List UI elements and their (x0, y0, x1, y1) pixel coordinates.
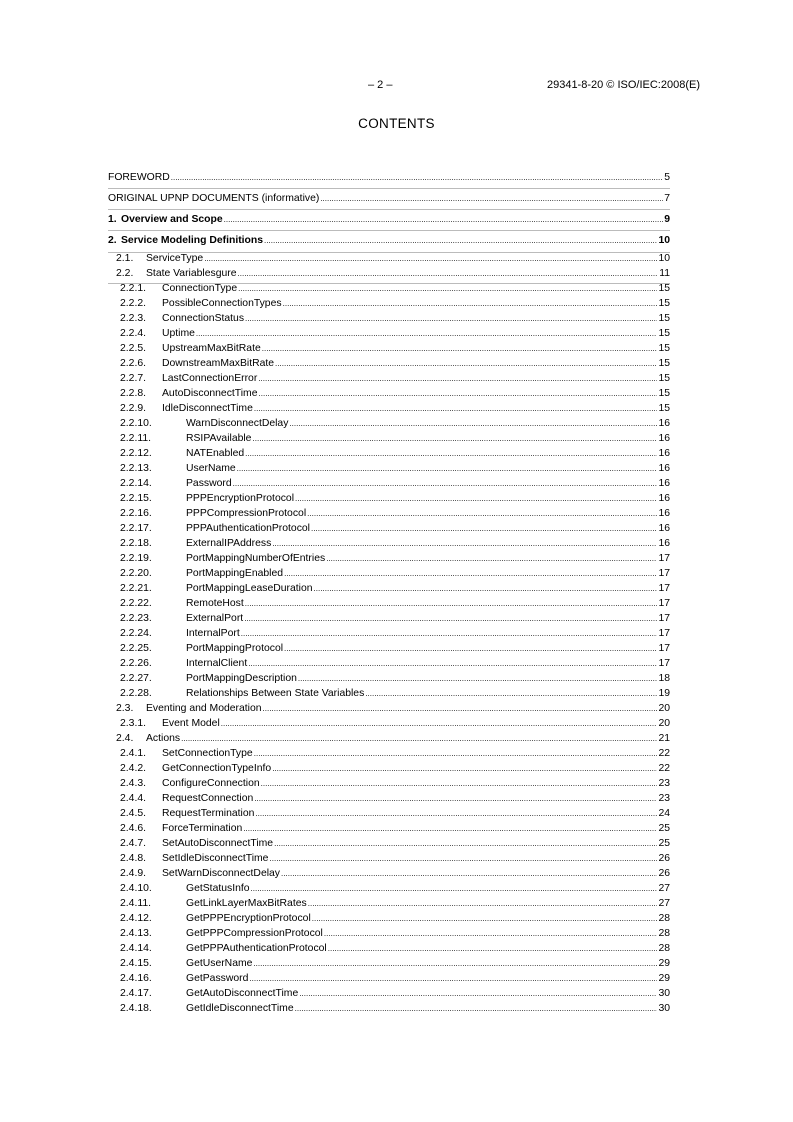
toc-entry-title: PortMappingDescription (186, 673, 297, 684)
toc-entry-page: 30 (658, 988, 670, 999)
toc-entry[interactable] (108, 851, 670, 866)
dot-leader (272, 536, 657, 551)
dot-leader (251, 881, 658, 896)
toc-entry-number: 2.2.6. (120, 358, 146, 369)
toc-entry-number: 2.2.26. (120, 658, 152, 669)
toc-separator (108, 188, 670, 189)
toc-entry[interactable] (108, 866, 670, 881)
toc-entry-title: GetUserName (186, 958, 253, 969)
toc-entry[interactable] (108, 881, 670, 896)
toc-entry-title: GetPassword (186, 973, 249, 984)
toc-entry-number: 2.2.9. (120, 403, 146, 414)
dot-leader (311, 521, 657, 536)
dot-leader (245, 446, 657, 461)
toc-entry-number: 2.2.2. (120, 298, 146, 309)
toc-separator (108, 252, 670, 253)
toc-entry[interactable] (108, 446, 670, 461)
toc-entry-page: 30 (658, 1003, 670, 1014)
toc-entry-title: PortMappingProtocol (186, 643, 284, 654)
toc-entry[interactable] (108, 461, 670, 476)
toc-entry-page: 16 (658, 478, 670, 489)
toc-entry-page: 17 (658, 598, 670, 609)
dot-leader (254, 791, 657, 806)
toc-entry-page: 17 (658, 643, 670, 654)
dot-leader (261, 776, 658, 791)
dot-leader (308, 896, 658, 911)
toc-entry-page: 16 (658, 418, 670, 429)
toc-entry[interactable] (108, 671, 670, 686)
toc-entry-page: 17 (658, 553, 670, 564)
toc-entry-number: 2.4.4. (120, 793, 146, 804)
toc-entry-title: PortMappingEnabled (186, 568, 284, 579)
dot-leader (262, 341, 658, 356)
toc-entry-title: IdleDisconnectTime (162, 403, 253, 414)
toc-entry[interactable] (108, 386, 670, 401)
toc-entry-number: 2.2.18. (120, 538, 152, 549)
toc-entry-page: 17 (658, 658, 670, 669)
toc-entry-title: WarnDisconnectDelay (186, 418, 289, 429)
toc-entry-page: 26 (658, 868, 670, 879)
toc-entry-number: 2.4. (116, 733, 134, 744)
toc-entry-number: 2.2.15. (120, 493, 152, 504)
toc-entry-page: 28 (658, 928, 670, 939)
toc-entry-page: 15 (658, 388, 670, 399)
toc-entry[interactable] (108, 641, 670, 656)
toc-entry-title: InternalClient (186, 658, 248, 669)
toc-entry[interactable] (108, 401, 670, 416)
toc-entry[interactable] (108, 356, 670, 371)
toc-entry-number: 2.3. (116, 703, 134, 714)
toc-entry-title: PortMappingLeaseDuration (186, 583, 313, 594)
page-number: – 2 – (368, 79, 393, 91)
toc-entry-title: GetAutoDisconnectTime (186, 988, 299, 999)
toc-entry-number: 1. (108, 214, 117, 225)
dot-leader (281, 866, 657, 881)
dot-leader (289, 416, 657, 431)
toc-entry-title: Event Model (162, 718, 220, 729)
toc-entry[interactable] (108, 266, 670, 281)
toc-entry-title: UpstreamMaxBitRate (162, 343, 261, 354)
dot-leader (181, 731, 657, 746)
toc-entry[interactable] (108, 341, 670, 356)
toc-entry-title: Actions (146, 733, 181, 744)
toc-entry-number: 2.4.10. (120, 883, 152, 894)
toc-entry[interactable] (108, 686, 670, 701)
toc-entry[interactable] (108, 311, 670, 326)
toc-entry-page: 23 (658, 778, 670, 789)
dot-leader (295, 491, 657, 506)
dot-leader (365, 686, 657, 701)
toc-entry-title: ConfigureConnection (162, 778, 260, 789)
toc-entry-title: ServiceType (146, 253, 204, 264)
toc-entry[interactable] (108, 836, 670, 851)
toc-entry[interactable] (108, 1001, 670, 1016)
toc-entry-number: 2.2.22. (120, 598, 152, 609)
toc-entry-title: AutoDisconnectTime (162, 388, 258, 399)
toc-entry-title: SetIdleDisconnectTime (162, 853, 269, 864)
toc-entry-number: 2.4.12. (120, 913, 152, 924)
toc-entry[interactable] (108, 326, 670, 341)
dot-leader (275, 356, 657, 371)
toc-entry[interactable] (108, 431, 670, 446)
dot-leader (254, 746, 658, 761)
toc-entry[interactable] (108, 209, 670, 230)
toc-entry-number: 2.2.11. (120, 433, 152, 444)
toc-entry-number: 2.4.5. (120, 808, 146, 819)
toc-entry-page: 15 (658, 328, 670, 339)
toc-entry-page: 19 (658, 688, 670, 699)
toc-entry-page: 21 (658, 733, 670, 744)
toc-entry-title: LastConnectionError (162, 373, 258, 384)
toc-entry[interactable] (108, 761, 670, 776)
toc-entry-title: PPPCompressionProtocol (186, 508, 307, 519)
dot-leader (244, 611, 657, 626)
toc-entry[interactable] (108, 521, 670, 536)
toc-entry[interactable] (108, 491, 670, 506)
toc-entry-title: SetAutoDisconnectTime (162, 838, 274, 849)
toc-entry-number: 2.2.3. (120, 313, 146, 324)
toc-entry-page: 23 (658, 793, 670, 804)
toc-entry-title: DownstreamMaxBitRate (162, 358, 275, 369)
dot-leader (252, 431, 657, 446)
toc-entry-title: GetStatusInfo (186, 883, 250, 894)
toc-entry[interactable] (108, 986, 670, 1001)
toc-entry-number: 2.2.1. (120, 283, 146, 294)
toc-entry-title: PPPEncryptionProtocol (186, 493, 295, 504)
toc-entry-number: 2.2.24. (120, 628, 152, 639)
toc-entry-number: 2.4.9. (120, 868, 146, 879)
toc-entry-title: UserName (186, 463, 236, 474)
toc-entry-number: 2.2.27. (120, 673, 152, 684)
toc-entry-page: 15 (658, 298, 670, 309)
toc-entry-title: FOREWORD (108, 172, 170, 183)
toc-entry-title: InternalPort (186, 628, 240, 639)
toc-entry-title: GetPPPCompressionProtocol (186, 928, 323, 939)
toc-entry-page: 17 (658, 583, 670, 594)
toc-entry-page: 18 (658, 673, 670, 684)
dot-leader (284, 566, 657, 581)
dot-leader (233, 476, 658, 491)
dot-leader (274, 836, 657, 851)
toc-entry-title: RequestConnection (162, 793, 254, 804)
toc-entry-page: 10 (658, 253, 670, 264)
dot-leader (272, 761, 657, 776)
dot-leader (269, 851, 657, 866)
toc-separator (108, 283, 670, 284)
toc-entry-number: 2.4.3. (120, 778, 146, 789)
toc-entry-number: 2.4.17. (120, 988, 152, 999)
toc-entry-page: 16 (658, 523, 670, 534)
toc-entry[interactable] (108, 296, 670, 311)
toc-entry-number: 2.1. (116, 253, 134, 264)
dot-leader (298, 671, 658, 686)
dot-leader (241, 626, 658, 641)
toc-entry-title: PortMappingNumberOfEntries (186, 553, 326, 564)
page-title: CONTENTS (358, 116, 435, 131)
toc-entry-number: 2.4.18. (120, 1003, 152, 1014)
toc-entry[interactable] (108, 821, 670, 836)
toc-entry[interactable] (108, 626, 670, 641)
standard-reference: 29341-8-20 © ISO/IEC:2008(E) (546, 79, 700, 91)
toc-entry-number: 2.2.16. (120, 508, 152, 519)
toc-entry-page: 16 (658, 493, 670, 504)
toc-entry-number: 2.4.14. (120, 943, 152, 954)
toc-entry-number: 2.4.16. (120, 973, 152, 984)
toc-entry[interactable] (108, 731, 670, 746)
dot-leader (264, 230, 657, 251)
dot-leader (312, 911, 658, 926)
toc-entry-title: GetPPPAuthenticationProtocol (186, 943, 327, 954)
toc-entry-page: 29 (658, 958, 670, 969)
toc-entry-number: 2.2.17. (120, 523, 152, 534)
dot-leader (254, 401, 658, 416)
toc-entry-page: 9 (664, 214, 670, 225)
toc-entry-title: GetPPPEncryptionProtocol (186, 913, 311, 924)
toc-entry-page: 15 (658, 373, 670, 384)
toc-entry-number: 2.4.11. (120, 898, 152, 909)
toc-entry-page: 15 (658, 343, 670, 354)
toc-entry-title: Overview and Scope (121, 214, 223, 225)
toc-entry-number: 2.2.8. (120, 388, 146, 399)
toc-separator (108, 209, 670, 210)
toc-entry-page: 16 (658, 508, 670, 519)
dot-leader (299, 986, 657, 1001)
toc-entry-page: 10 (658, 235, 670, 246)
toc-entry-title: Uptime (162, 328, 195, 339)
toc-entry-title: GetLinkLayerMaxBitRates (186, 898, 307, 909)
toc-entry-title: RemoteHost (186, 598, 244, 609)
toc-entry-page: 29 (658, 973, 670, 984)
toc-entry[interactable] (108, 581, 670, 596)
toc-entry-number: 2.4.7. (120, 838, 146, 849)
toc-entry[interactable] (108, 551, 670, 566)
toc-entry-number: 2.4.13. (120, 928, 152, 939)
toc-entry-page: 16 (658, 538, 670, 549)
dot-leader (326, 551, 657, 566)
table-of-contents (108, 167, 670, 1016)
toc-entry-page: 5 (664, 172, 670, 183)
dot-leader (243, 821, 657, 836)
toc-entry-page: 15 (658, 313, 670, 324)
dot-leader (328, 941, 658, 956)
toc-entry-number: 2.2.4. (120, 328, 146, 339)
toc-entry-page: 11 (659, 268, 670, 279)
dot-leader (255, 806, 657, 821)
toc-entry[interactable] (108, 371, 670, 386)
toc-entry-number: 2.4.6. (120, 823, 146, 834)
toc-separator (108, 230, 670, 231)
toc-entry[interactable] (108, 941, 670, 956)
toc-entry-title: GetIdleDisconnectTime (186, 1003, 294, 1014)
toc-entry-title: PossibleConnectionTypes (162, 298, 282, 309)
toc-entry-title: Service Modeling Definitions (121, 235, 264, 246)
toc-entry-title: ORIGINAL UPNP DOCUMENTS (informative) (108, 193, 320, 204)
toc-entry-title: ExternalIPAddress (186, 538, 272, 549)
toc-entry-title: State Variablesgure (146, 268, 237, 279)
dot-leader (258, 386, 657, 401)
dot-leader (258, 371, 657, 386)
toc-entry-title: PPPAuthenticationProtocol (186, 523, 310, 534)
dot-leader (307, 506, 657, 521)
toc-entry[interactable] (108, 251, 670, 266)
dot-leader (221, 716, 658, 731)
dot-leader (249, 971, 657, 986)
toc-entry[interactable] (108, 566, 670, 581)
toc-entry-page: 17 (658, 613, 670, 624)
toc-entry-title: GetConnectionTypeInfo (162, 763, 272, 774)
toc-entry-number: 2.2.5. (120, 343, 146, 354)
toc-entry-number: 2.2.20. (120, 568, 152, 579)
toc-entry-number: 2.2. (116, 268, 134, 279)
toc-entry-page: 28 (658, 943, 670, 954)
toc-entry[interactable] (108, 596, 670, 611)
toc-entry-page: 27 (658, 898, 670, 909)
toc-entry-page: 20 (658, 703, 670, 714)
toc-entry-page: 26 (658, 853, 670, 864)
toc-entry[interactable] (108, 971, 670, 986)
dot-leader (263, 701, 658, 716)
toc-entry-page: 27 (658, 883, 670, 894)
toc-entry-number: 2.3.1. (120, 718, 146, 729)
toc-entry[interactable] (108, 806, 670, 821)
toc-entry-page: 15 (658, 403, 670, 414)
toc-entry-page: 25 (658, 838, 670, 849)
toc-entry-title: ConnectionStatus (162, 313, 245, 324)
toc-entry-title: SetWarnDisconnectDelay (162, 868, 281, 879)
toc-entry[interactable] (108, 776, 670, 791)
toc-entry-title: NATEnabled (186, 448, 245, 459)
toc-entry-page: 20 (658, 718, 670, 729)
toc-entry-number: 2.2.25. (120, 643, 152, 654)
toc-entry-title: RSIPAvailable (186, 433, 252, 444)
toc-entry-page: 16 (658, 448, 670, 459)
toc-entry[interactable] (108, 416, 670, 431)
dot-leader (196, 326, 658, 341)
dot-leader (245, 596, 658, 611)
dot-leader (320, 188, 663, 209)
toc-entry-number: 2.2.14. (120, 478, 152, 489)
toc-entry[interactable] (108, 536, 670, 551)
toc-entry[interactable] (108, 701, 670, 716)
toc-entry-number: 2.2.23. (120, 613, 152, 624)
toc-entry-title: ExternalPort (186, 613, 244, 624)
toc-entry-number: 2.2.7. (120, 373, 146, 384)
toc-entry-number: 2.2.21. (120, 583, 152, 594)
toc-entry-title: Password (186, 478, 232, 489)
toc-entry[interactable] (108, 896, 670, 911)
toc-entry-number: 2. (108, 235, 117, 246)
toc-entry[interactable] (108, 230, 670, 251)
toc-entry-number: 2.4.1. (120, 748, 146, 759)
toc-entry-number: 2.2.12. (120, 448, 152, 459)
dot-leader (171, 167, 663, 188)
toc-entry-title: RequestTermination (162, 808, 255, 819)
dot-leader (253, 956, 657, 971)
dot-leader (237, 461, 658, 476)
toc-entry-page: 17 (658, 568, 670, 579)
toc-entry[interactable] (108, 167, 670, 188)
dot-leader (238, 266, 659, 281)
toc-entry[interactable] (108, 188, 670, 209)
toc-entry[interactable] (108, 506, 670, 521)
dot-leader (248, 656, 657, 671)
dot-leader (284, 641, 657, 656)
toc-entry[interactable] (108, 956, 670, 971)
toc-entry-page: 17 (658, 628, 670, 639)
toc-entry-page: 22 (658, 763, 670, 774)
dot-leader (314, 581, 658, 596)
toc-entry-page: 7 (664, 193, 670, 204)
toc-entry-title: SetConnectionType (162, 748, 253, 759)
toc-entry[interactable] (108, 926, 670, 941)
toc-entry-page: 16 (658, 463, 670, 474)
toc-entry-number: 2.2.13. (120, 463, 152, 474)
toc-entry-page: 15 (658, 283, 670, 294)
toc-entry[interactable] (108, 611, 670, 626)
toc-entry[interactable] (108, 746, 670, 761)
toc-entry-page: 22 (658, 748, 670, 759)
toc-entry-number: 2.4.8. (120, 853, 146, 864)
toc-entry-page: 15 (658, 358, 670, 369)
toc-entry-page: 28 (658, 913, 670, 924)
dot-leader (204, 251, 657, 266)
toc-entry-page: 25 (658, 823, 670, 834)
toc-entry-title: Eventing and Moderation (146, 703, 262, 714)
toc-entry-page: 16 (658, 433, 670, 444)
toc-entry-number: 2.4.15. (120, 958, 152, 969)
toc-entry[interactable] (108, 791, 670, 806)
toc-entry-number: 2.2.28. (120, 688, 152, 699)
toc-entry[interactable] (108, 911, 670, 926)
toc-entry-number: 2.4.2. (120, 763, 146, 774)
toc-entry-title: ForceTermination (162, 823, 243, 834)
dot-leader (295, 1001, 658, 1016)
dot-leader (245, 311, 657, 326)
toc-entry[interactable] (108, 716, 670, 731)
dot-leader (224, 209, 664, 230)
toc-entry-number: 2.2.10. (120, 418, 152, 429)
toc-entry[interactable] (108, 476, 670, 491)
toc-entry-title: Relationships Between State Variables (186, 688, 365, 699)
dot-leader (283, 296, 658, 311)
toc-entry-title: ConnectionType (162, 283, 238, 294)
toc-entry-number: 2.2.19. (120, 553, 152, 564)
toc-entry-page: 24 (658, 808, 670, 819)
dot-leader (324, 926, 658, 941)
toc-entry[interactable] (108, 656, 670, 671)
